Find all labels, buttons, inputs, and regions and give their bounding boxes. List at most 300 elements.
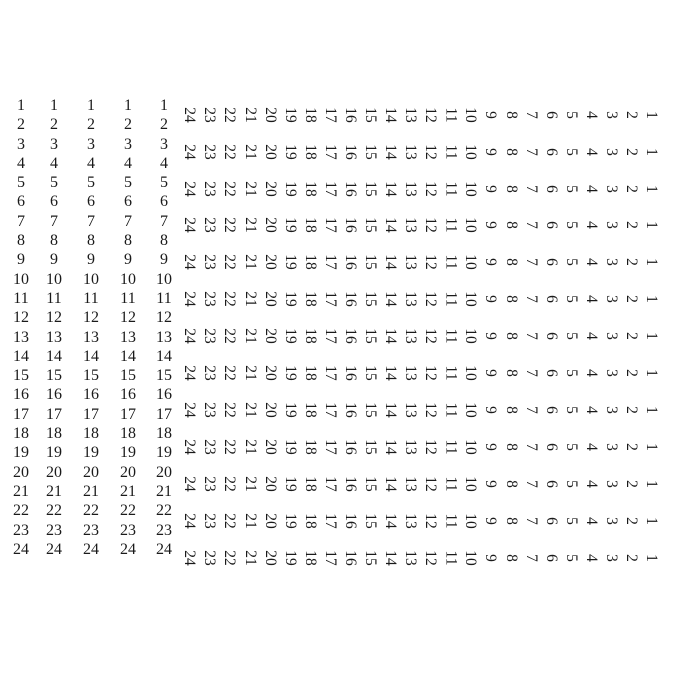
number-label: 6	[542, 406, 560, 414]
number-label: 16	[156, 386, 172, 404]
number-label: 9	[482, 295, 500, 303]
number-label: 10	[462, 365, 480, 381]
number-label: 8	[502, 111, 520, 119]
number-label: 20	[261, 144, 279, 160]
number-label: 14	[120, 347, 136, 365]
number-label: 9	[482, 185, 500, 193]
number-label: 4	[582, 406, 600, 414]
number-label: 10	[120, 270, 136, 288]
number-label: 15	[361, 181, 379, 197]
number-label: 8	[502, 443, 520, 451]
number-label: 17	[156, 405, 172, 423]
number-label: 23	[201, 181, 219, 197]
number-label: 16	[341, 144, 359, 160]
number-label: 4	[582, 369, 600, 377]
number-label: 6	[542, 148, 560, 156]
number-label: 4	[582, 185, 600, 193]
number-label: 23	[201, 291, 219, 307]
number-label: 6	[542, 258, 560, 266]
number-label: 12	[422, 439, 440, 455]
number-label: 15	[120, 367, 136, 385]
number-label: 6	[87, 193, 95, 211]
number-label: 18	[83, 425, 99, 443]
number-label: 6	[542, 295, 560, 303]
number-label: 20	[261, 476, 279, 492]
number-label: 13	[401, 144, 419, 160]
sideways-number-row	[0, 466, 680, 502]
number-label: 3	[602, 517, 620, 525]
number-label: 19	[156, 444, 172, 462]
number-label: 22	[46, 502, 62, 520]
number-label: 12	[422, 550, 440, 566]
number-label: 22	[221, 217, 239, 233]
number-label: 12	[13, 309, 29, 327]
number-label: 15	[361, 107, 379, 123]
number-label: 4	[17, 154, 25, 172]
number-label: 21	[120, 482, 136, 500]
number-label: 14	[381, 181, 399, 197]
number-label: 2	[622, 185, 640, 193]
number-label: 1	[643, 517, 660, 525]
number-label: 9	[482, 258, 500, 266]
number-label: 7	[522, 443, 540, 451]
number-label: 2	[17, 116, 25, 134]
number-label: 21	[241, 107, 259, 123]
number-label: 19	[281, 365, 299, 381]
number-label: 23	[201, 217, 219, 233]
number-label: 1	[87, 97, 95, 114]
number-label: 18	[301, 513, 319, 529]
number-label: 7	[522, 406, 540, 414]
number-label: 7	[522, 258, 540, 266]
number-label: 12	[422, 181, 440, 197]
number-label: 18	[301, 291, 319, 307]
number-label: 7	[50, 212, 58, 230]
number-label: 13	[401, 550, 419, 566]
sideways-number-row	[0, 207, 680, 243]
number-label: 19	[281, 144, 299, 160]
number-label: 11	[442, 476, 460, 492]
number-label: 20	[261, 550, 279, 566]
number-label: 24	[181, 439, 198, 455]
number-label: 7	[522, 111, 540, 119]
number-label: 24	[181, 107, 198, 123]
number-label: 17	[321, 254, 339, 270]
number-label: 23	[201, 328, 219, 344]
number-label: 8	[502, 258, 520, 266]
sideways-number-row	[0, 171, 680, 207]
number-label: 15	[361, 328, 379, 344]
number-label: 2	[622, 480, 640, 488]
number-label: 24	[83, 540, 99, 558]
number-label: 18	[120, 425, 136, 443]
number-label: 22	[221, 439, 239, 455]
number-label: 19	[281, 513, 299, 529]
number-label: 13	[83, 328, 99, 346]
number-label: 11	[442, 513, 460, 529]
number-label: 22	[221, 402, 239, 418]
number-label: 19	[46, 444, 62, 462]
number-label: 14	[381, 107, 399, 123]
number-label: 3	[602, 332, 620, 340]
number-label: 11	[156, 289, 172, 307]
number-label: 9	[482, 480, 500, 488]
number-label: 2	[622, 332, 640, 340]
number-label: 3	[602, 148, 620, 156]
number-label: 7	[124, 212, 132, 230]
number-label: 14	[156, 347, 172, 365]
number-label: 10	[462, 328, 480, 344]
number-label: 14	[381, 439, 399, 455]
number-label: 1	[643, 258, 660, 266]
sideways-number-row	[0, 503, 680, 539]
number-label: 18	[46, 425, 62, 443]
number-label: 21	[241, 439, 259, 455]
number-label: 11	[442, 550, 460, 566]
number-label: 14	[13, 347, 29, 365]
number-label: 16	[341, 181, 359, 197]
number-label: 5	[562, 295, 580, 303]
number-label: 18	[301, 550, 319, 566]
number-label: 20	[261, 513, 279, 529]
number-label: 4	[582, 480, 600, 488]
number-label: 12	[422, 107, 440, 123]
number-label: 14	[46, 347, 62, 365]
number-label: 7	[522, 185, 540, 193]
sideways-number-row	[0, 429, 680, 465]
number-label: 6	[542, 221, 560, 229]
number-label: 5	[17, 174, 25, 192]
number-label: 3	[87, 135, 95, 153]
number-label: 24	[181, 254, 198, 270]
number-label: 4	[582, 148, 600, 156]
number-label: 19	[281, 217, 299, 233]
number-label: 13	[120, 328, 136, 346]
number-label: 4	[582, 332, 600, 340]
number-label: 22	[221, 365, 239, 381]
number-label: 5	[562, 369, 580, 377]
number-label: 16	[341, 439, 359, 455]
number-label: 22	[221, 328, 239, 344]
number-label: 13	[401, 513, 419, 529]
sideways-number-row	[0, 355, 680, 391]
number-label: 9	[124, 251, 132, 269]
number-label: 1	[643, 111, 660, 119]
number-label: 21	[241, 476, 259, 492]
number-label: 23	[83, 521, 99, 539]
number-label: 11	[442, 439, 460, 455]
number-label: 15	[361, 402, 379, 418]
number-label: 11	[442, 328, 460, 344]
number-label: 17	[83, 405, 99, 423]
number-label: 22	[221, 476, 239, 492]
number-label: 24	[46, 540, 62, 558]
number-label: 10	[462, 181, 480, 197]
number-label: 15	[361, 476, 379, 492]
number-label: 11	[442, 181, 460, 197]
number-label: 12	[422, 476, 440, 492]
number-label: 11	[442, 365, 460, 381]
number-label: 8	[87, 232, 95, 250]
number-label: 1	[124, 97, 132, 114]
number-label: 6	[50, 193, 58, 211]
number-label: 19	[281, 328, 299, 344]
number-label: 24	[181, 291, 198, 307]
number-label: 16	[341, 476, 359, 492]
number-label: 2	[622, 111, 640, 119]
number-label: 2	[160, 116, 168, 134]
number-label: 7	[522, 554, 540, 562]
number-label: 13	[401, 476, 419, 492]
sideways-number-row	[0, 540, 680, 576]
number-label: 5	[50, 174, 58, 192]
number-label: 16	[13, 386, 29, 404]
number-label: 12	[156, 309, 172, 327]
number-label: 16	[341, 107, 359, 123]
number-label: 4	[582, 111, 600, 119]
number-label: 18	[301, 328, 319, 344]
number-label: 14	[381, 365, 399, 381]
number-label: 3	[50, 135, 58, 153]
number-label: 22	[156, 502, 172, 520]
number-label: 12	[120, 309, 136, 327]
number-label: 10	[462, 217, 480, 233]
number-label: 15	[361, 144, 379, 160]
number-label: 21	[46, 482, 62, 500]
number-label: 2	[622, 443, 640, 451]
number-label: 16	[341, 328, 359, 344]
number-label: 2	[622, 221, 640, 229]
number-label: 5	[562, 258, 580, 266]
number-label: 3	[602, 111, 620, 119]
number-label: 23	[201, 402, 219, 418]
number-label: 23	[201, 365, 219, 381]
number-label: 1	[643, 148, 660, 156]
number-label: 16	[341, 291, 359, 307]
number-label: 1	[160, 97, 168, 114]
number-label: 6	[542, 111, 560, 119]
number-label: 13	[401, 217, 419, 233]
number-label: 18	[301, 254, 319, 270]
number-label: 9	[482, 369, 500, 377]
number-label: 15	[361, 439, 379, 455]
number-label: 15	[83, 367, 99, 385]
number-label: 5	[562, 443, 580, 451]
number-label: 8	[502, 221, 520, 229]
number-label: 7	[522, 332, 540, 340]
number-label: 15	[156, 367, 172, 385]
number-label: 5	[87, 174, 95, 192]
number-label: 12	[422, 217, 440, 233]
number-label: 21	[241, 217, 259, 233]
number-label: 15	[361, 513, 379, 529]
sideways-number-row	[0, 281, 680, 317]
number-label: 16	[83, 386, 99, 404]
sideways-number-row	[0, 318, 680, 354]
number-label: 3	[160, 135, 168, 153]
number-label: 21	[13, 482, 29, 500]
number-label: 9	[50, 251, 58, 269]
number-label: 24	[156, 540, 172, 558]
number-label: 14	[381, 291, 399, 307]
number-label: 17	[321, 107, 339, 123]
number-label: 19	[281, 439, 299, 455]
number-label: 8	[502, 369, 520, 377]
number-label: 6	[542, 480, 560, 488]
number-label: 15	[361, 550, 379, 566]
sideways-number-row	[0, 134, 680, 170]
number-label: 23	[13, 521, 29, 539]
number-label: 11	[442, 107, 460, 123]
number-label: 2	[124, 116, 132, 134]
number-label: 16	[341, 513, 359, 529]
number-label: 18	[301, 365, 319, 381]
number-label: 3	[602, 554, 620, 562]
number-label: 14	[381, 254, 399, 270]
number-label: 3	[602, 295, 620, 303]
number-label: 5	[562, 221, 580, 229]
number-label: 17	[321, 217, 339, 233]
number-label: 3	[602, 369, 620, 377]
number-label: 9	[160, 251, 168, 269]
number-label: 17	[321, 144, 339, 160]
number-label: 21	[241, 328, 259, 344]
number-label: 5	[562, 332, 580, 340]
number-label: 17	[120, 405, 136, 423]
number-label: 15	[361, 365, 379, 381]
number-label: 5	[562, 111, 580, 119]
number-label: 14	[381, 476, 399, 492]
number-label: 5	[124, 174, 132, 192]
number-label: 10	[13, 270, 29, 288]
number-label: 12	[422, 291, 440, 307]
number-label: 12	[83, 309, 99, 327]
number-label: 18	[301, 476, 319, 492]
number-label: 8	[502, 148, 520, 156]
number-label: 18	[13, 425, 29, 443]
number-label: 15	[361, 291, 379, 307]
number-label: 15	[361, 217, 379, 233]
number-label: 22	[83, 502, 99, 520]
number-label: 22	[221, 144, 239, 160]
number-label: 10	[462, 476, 480, 492]
number-label: 10	[462, 513, 480, 529]
number-label: 14	[381, 513, 399, 529]
number-label: 14	[381, 328, 399, 344]
number-label: 15	[361, 254, 379, 270]
number-label: 9	[482, 221, 500, 229]
number-label: 24	[181, 181, 198, 197]
number-label: 20	[261, 107, 279, 123]
number-label: 2	[622, 148, 640, 156]
number-label: 19	[120, 444, 136, 462]
number-label: 21	[241, 181, 259, 197]
number-label: 10	[83, 270, 99, 288]
number-label: 10	[46, 270, 62, 288]
number-label: 19	[281, 254, 299, 270]
number-label: 20	[261, 402, 279, 418]
number-label: 11	[442, 254, 460, 270]
number-label: 23	[201, 107, 219, 123]
number-label: 24	[181, 402, 198, 418]
number-label: 8	[502, 332, 520, 340]
number-label: 22	[221, 513, 239, 529]
number-label: 9	[17, 251, 25, 269]
number-label: 13	[46, 328, 62, 346]
number-label: 20	[261, 328, 279, 344]
number-label: 4	[582, 517, 600, 525]
number-label: 24	[181, 328, 198, 344]
number-label: 7	[87, 212, 95, 230]
number-label: 5	[562, 480, 580, 488]
number-label: 7	[17, 212, 25, 230]
number-label: 22	[221, 107, 239, 123]
number-label: 18	[301, 107, 319, 123]
sideways-number-row	[0, 244, 680, 280]
number-label: 22	[221, 550, 239, 566]
number-label: 12	[422, 365, 440, 381]
number-label: 23	[201, 144, 219, 160]
number-label: 4	[582, 554, 600, 562]
number-label: 10	[462, 402, 480, 418]
number-label: 7	[522, 480, 540, 488]
number-label: 7	[522, 295, 540, 303]
number-label: 1	[643, 185, 660, 193]
number-label: 23	[46, 521, 62, 539]
number-label: 2	[622, 517, 640, 525]
number-label: 12	[422, 402, 440, 418]
number-label: 9	[482, 148, 500, 156]
number-label: 2	[50, 116, 58, 134]
number-label: 7	[160, 212, 168, 230]
number-label: 18	[156, 425, 172, 443]
number-label: 24	[181, 513, 198, 529]
number-label: 3	[602, 406, 620, 414]
number-label: 1	[17, 97, 25, 114]
number-label: 4	[582, 443, 600, 451]
number-label: 21	[241, 291, 259, 307]
number-label: 2	[622, 369, 640, 377]
number-label: 2	[622, 258, 640, 266]
number-label: 4	[582, 258, 600, 266]
number-label: 14	[381, 217, 399, 233]
number-label: 13	[401, 107, 419, 123]
number-label: 19	[281, 402, 299, 418]
number-label: 21	[241, 550, 259, 566]
number-label: 10	[462, 254, 480, 270]
number-label: 11	[442, 144, 460, 160]
number-label: 17	[321, 476, 339, 492]
number-label: 7	[522, 148, 540, 156]
number-label: 13	[401, 328, 419, 344]
number-label: 22	[221, 291, 239, 307]
number-label: 13	[401, 291, 419, 307]
number-label: 9	[482, 406, 500, 414]
number-label: 17	[321, 439, 339, 455]
number-label: 16	[341, 365, 359, 381]
number-label: 1	[643, 554, 660, 562]
number-label: 17	[321, 328, 339, 344]
number-label: 10	[462, 550, 480, 566]
number-label: 19	[281, 181, 299, 197]
number-label: 20	[261, 254, 279, 270]
number-label: 5	[160, 174, 168, 192]
number-label: 24	[13, 540, 29, 558]
number-label: 9	[482, 332, 500, 340]
number-label: 21	[83, 482, 99, 500]
number-label: 2	[87, 116, 95, 134]
number-label: 11	[120, 289, 136, 307]
